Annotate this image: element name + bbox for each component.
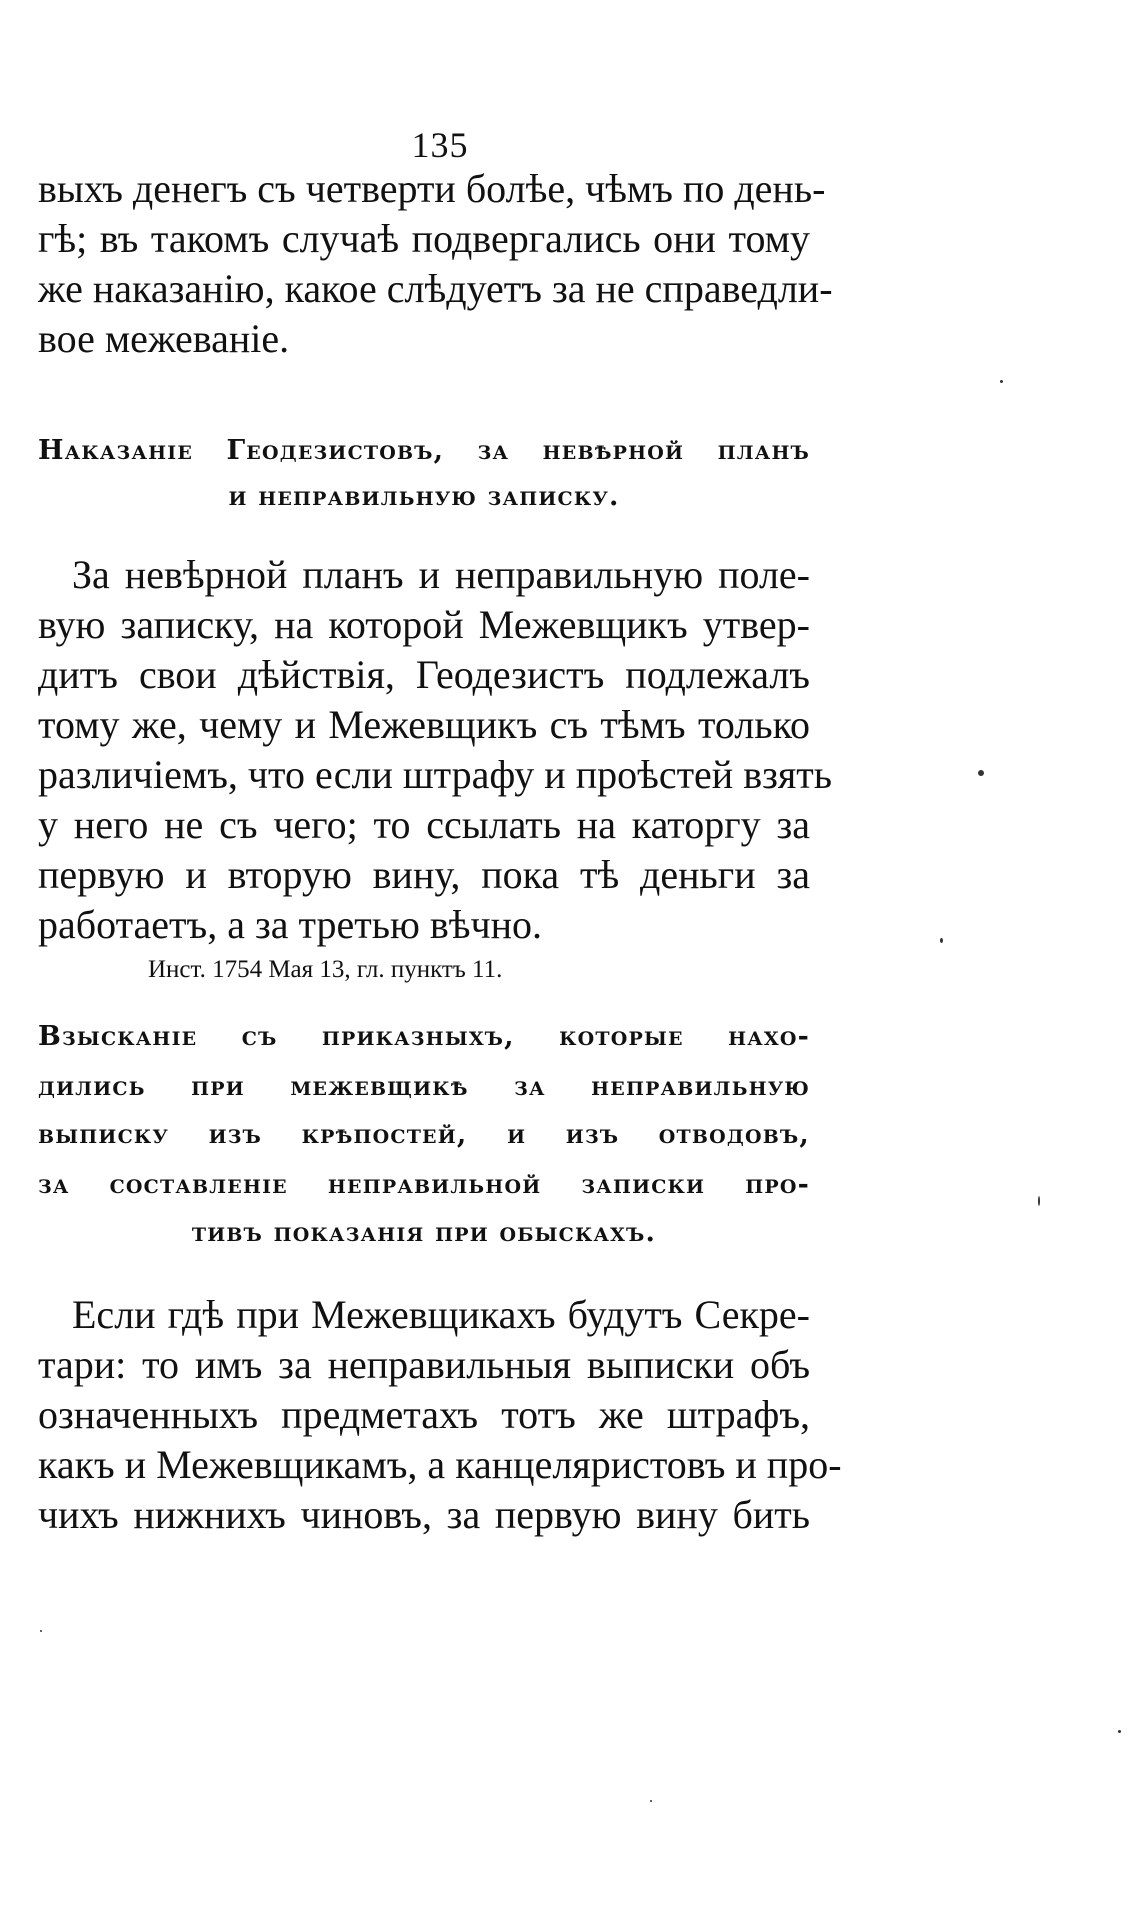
speck xyxy=(978,770,984,776)
speck xyxy=(40,1630,42,1632)
text-line: означенныхъ предметахъ тотъ же штрафъ, xyxy=(38,1392,810,1437)
text-line: За невѣрной планъ и неправильную поле- xyxy=(72,552,810,597)
text-line: выхъ денегъ съ четверти болѣе, чѣмъ по день- xyxy=(38,166,826,211)
heading-line: выписку изъ крѣпостей, и изъ отводовъ, xyxy=(38,1119,810,1150)
text-line: чихъ нижнихъ чиновъ, за первую вину бить xyxy=(38,1492,810,1537)
heading-line: дились при межевщикѣ за неправильную xyxy=(38,1071,810,1102)
text-line: работаетъ, а за третью вѣчно. xyxy=(38,902,542,947)
text-line: у него не съ чего; то ссылать на каторгу за xyxy=(38,802,810,847)
text-line: же наказанію, какое слѣдуетъ за не справедли- xyxy=(38,266,833,311)
text-line: различіемъ, что если штрафу и проѣстей взять xyxy=(38,752,833,797)
speck xyxy=(940,938,943,943)
text-line: Если гдѣ при Межевщикахъ будутъ Секре- xyxy=(72,1292,810,1337)
text-line: какъ и Межевщикамъ, а канцеляристовъ и про- xyxy=(38,1442,842,1487)
legal-citation: Инст. 1754 Мая 13, гл. пунктъ 11. xyxy=(148,956,503,983)
text-line: дитъ свои дѣйствія, Геодезистъ подлежалъ xyxy=(38,652,810,697)
speck xyxy=(650,1800,652,1802)
heading-line: Взысканіе съ приказныхъ, которые нахо- xyxy=(38,1021,810,1052)
heading-line: тивъ показанія при обыскахъ. xyxy=(191,1217,657,1248)
text-line: тари: то имъ за неправильныя выписки объ xyxy=(38,1342,810,1387)
heading-line: Наказаніе Геодезистовъ, за невѣрной планъ xyxy=(38,435,810,466)
text-line: вое межеваніе. xyxy=(38,316,290,361)
heading-line: и неправильную записку. xyxy=(228,481,620,512)
page-number: 135 xyxy=(411,125,469,165)
text-line: вую записку, на которой Межевщикъ утвер- xyxy=(38,602,810,647)
speck xyxy=(1038,1196,1040,1206)
heading-line: за составленіе неправильной записки про- xyxy=(38,1169,810,1200)
speck xyxy=(1000,380,1003,383)
text-line: тому же, чему и Межевщикъ съ тѣмъ только xyxy=(38,702,810,747)
text-line: гѣ; въ такомъ случаѣ подвергались они тому xyxy=(38,216,810,261)
text-line: первую и вторую вину, пока тѣ деньги за xyxy=(38,852,810,897)
speck xyxy=(1118,1730,1121,1733)
